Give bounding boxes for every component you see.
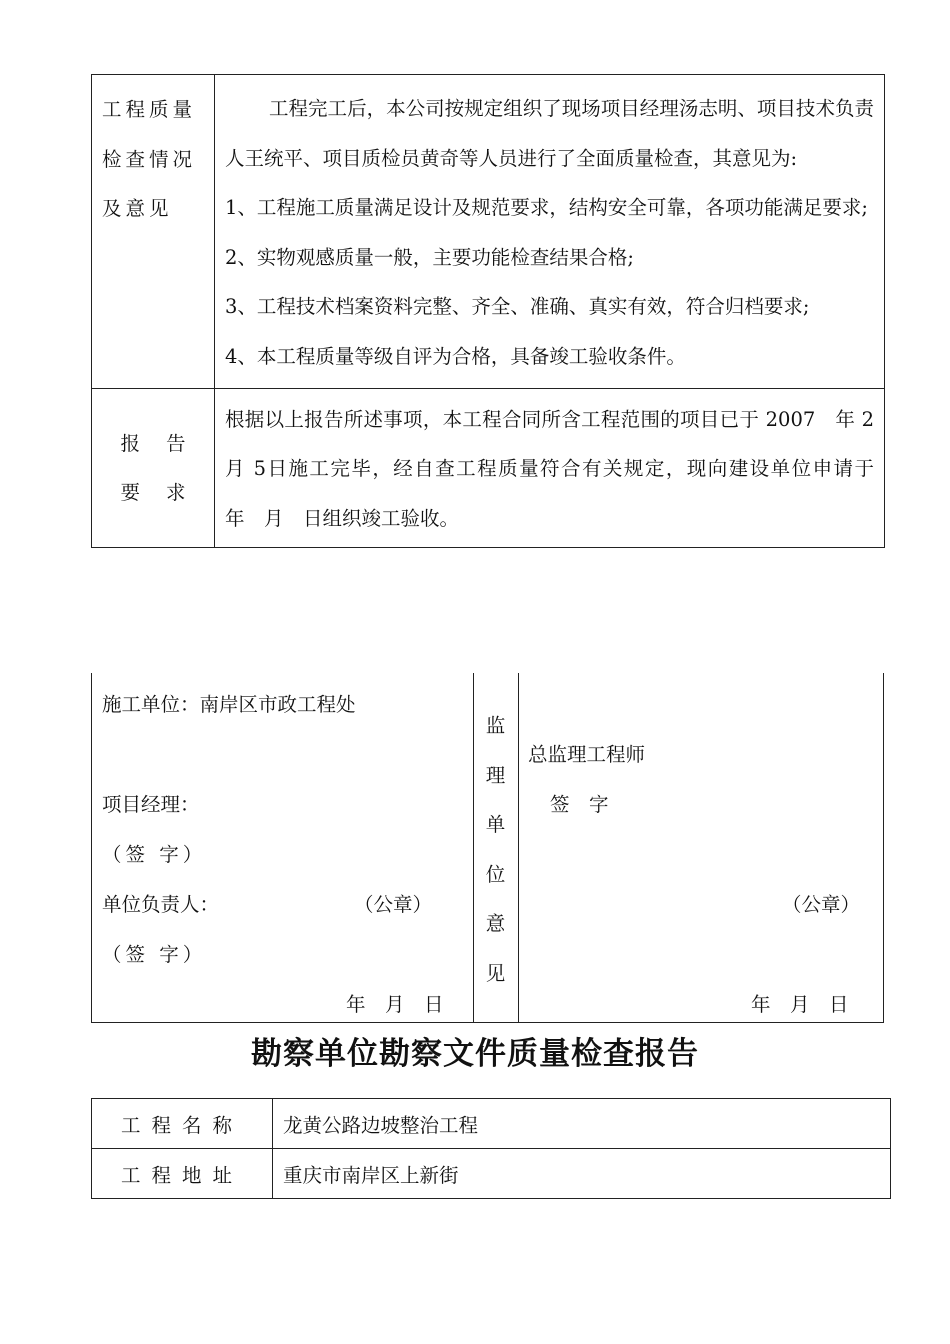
supervision-opinion-column [519,673,883,1022]
signature-section [91,673,884,1023]
report-request-text: 根据以上报告所述事项，本工程合同所含工程范围的项目已于 2007 年 2 月 5日施工完毕，经自查工程质量符合有关规定，现向建设单位申请于 年 月 日组织竣工验收。 [225,407,914,530]
supervision-label-column [473,673,519,1022]
opinion-item: 4、本工程质量等级自评为合格，具备竣工验收条件。 [225,344,686,368]
official-seal-label: （公章） [354,893,433,916]
date-field: 年 月 日 [751,993,849,1016]
quality-intro-text: 工程完工后，本公司按规定组织了现场项目经理汤志明、项目技术负责人王统平、项目质检员黄奇等人员进行了全面质量检查，其意见为: [225,97,874,170]
quality-inspection-content [215,75,885,389]
report-request-label: 报 告 要 求 [92,388,215,548]
quality-inspection-label: 工程质量检查情况及意见 [92,75,215,389]
construction-unit: 施工单位：南岸区市政工程处 [102,693,356,716]
project-address-value: 重庆市南岸区上新街 [273,1149,891,1199]
project-name-label: 工程名称 [92,1099,273,1149]
report-request-content [215,388,914,548]
report-request-row [92,388,885,548]
opinion-item: 2、实物观感质量一般，主要功能检查结果合格; [225,245,634,269]
construction-unit-column [92,673,474,1022]
supervision-opinion-label: 监 理 单 位 意 见 [485,714,506,985]
unit-leader-label: 单位负责人： [102,893,220,916]
project-address-label: 工程地址 [92,1149,273,1199]
report-title: 勘察单位勘察文件质量检查报告 [251,1036,699,1072]
date-field: 年 月 日 [346,993,444,1016]
chief-supervising-engineer-label: 总监理工程师 [528,743,646,766]
signature-label: （签 字） [102,843,207,866]
official-seal-label: （公章） [782,893,861,916]
quality-inspection-row [92,75,885,389]
opinion-item: 3、工程技术档案资料完整、齐全、准确、真实有效，符合归档要求; [225,295,810,319]
project-manager-label: 项目经理： [102,793,200,816]
project-info-table [91,1098,891,1199]
table-row [92,1099,891,1149]
table-row [92,1149,891,1199]
signature-label: （签 字） [102,943,207,966]
quality-report-table [91,74,914,548]
signature-label: 签 字 [550,793,609,816]
opinion-item: 1、工程施工质量满足设计及规范要求，结构安全可靠，各项功能满足要求; [225,196,868,220]
project-name-value: 龙黄公路边坡整治工程 [273,1099,891,1149]
